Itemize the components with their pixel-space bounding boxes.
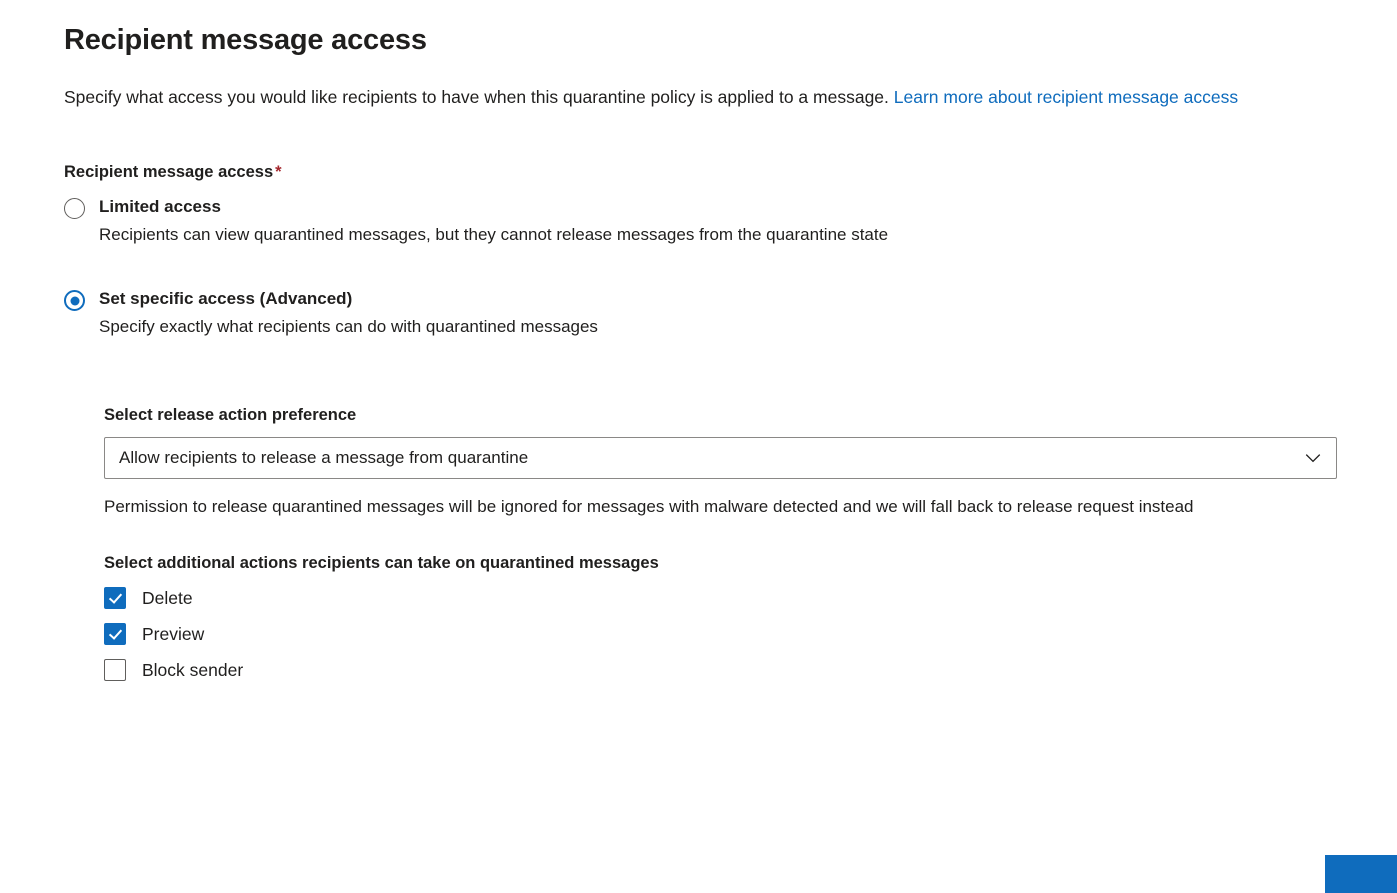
radio-spacer bbox=[64, 254, 1337, 288]
checkbox-row-block-sender[interactable] bbox=[104, 659, 1337, 681]
checkbox-delete[interactable] bbox=[104, 587, 126, 609]
intro-text: Specify what access you would like recipients to have when this quarantine policy is applied to a message. bbox=[64, 87, 894, 107]
required-asterisk: * bbox=[275, 163, 282, 181]
checkbox-block-sender[interactable] bbox=[104, 659, 126, 681]
page-title: Recipient message access bbox=[64, 24, 427, 56]
release-preference-label: Select release action preference bbox=[104, 406, 357, 424]
intro-paragraph bbox=[64, 83, 1337, 111]
radio-indicator-set-specific-access[interactable] bbox=[64, 290, 85, 311]
radio-title-limited-access: Limited access bbox=[99, 197, 221, 216]
radio-option-set-specific-access[interactable] bbox=[64, 288, 1337, 340]
release-preference-helper-text: Permission to release quarantined messages will be ignored for messages with malware detected and we will fall back to release request instead bbox=[104, 497, 1194, 516]
release-preference-select[interactable] bbox=[104, 437, 1337, 479]
checkbox-preview[interactable] bbox=[104, 623, 126, 645]
recipient-message-access-label bbox=[64, 163, 1337, 182]
checkbox-label-delete: Delete bbox=[142, 587, 193, 608]
checkbox-label-block-sender: Block sender bbox=[142, 659, 244, 680]
checkbox-label-preview: Preview bbox=[142, 623, 205, 644]
field-label-text: Recipient message access bbox=[64, 163, 274, 181]
additional-actions-label: Select additional actions recipients can take on quarantined messages bbox=[104, 554, 659, 572]
release-preference-select-wrapper bbox=[104, 437, 1337, 479]
radio-description-limited-access: Recipients can view quarantined messages, but they cannot release messages from the quarantine state bbox=[99, 225, 889, 244]
advanced-options-section bbox=[104, 406, 1337, 681]
recipient-message-access-radio-group bbox=[64, 196, 1337, 340]
radio-title-set-specific-access: Set specific access (Advanced) bbox=[99, 289, 353, 308]
primary-action-button[interactable] bbox=[1325, 855, 1397, 893]
checkbox-row-preview[interactable] bbox=[104, 623, 1337, 645]
radio-description-set-specific-access: Specify exactly what recipients can do with quarantined messages bbox=[99, 317, 598, 336]
radio-option-limited-access[interactable] bbox=[64, 196, 1337, 248]
radio-indicator-limited-access[interactable] bbox=[64, 198, 85, 219]
learn-more-link[interactable]: Learn more about recipient message access bbox=[893, 87, 1239, 107]
checkbox-row-delete[interactable] bbox=[104, 587, 1337, 609]
release-preference-selected-value: Allow recipients to release a message from quarantine bbox=[119, 448, 529, 467]
chevron-down-icon bbox=[1304, 449, 1322, 467]
